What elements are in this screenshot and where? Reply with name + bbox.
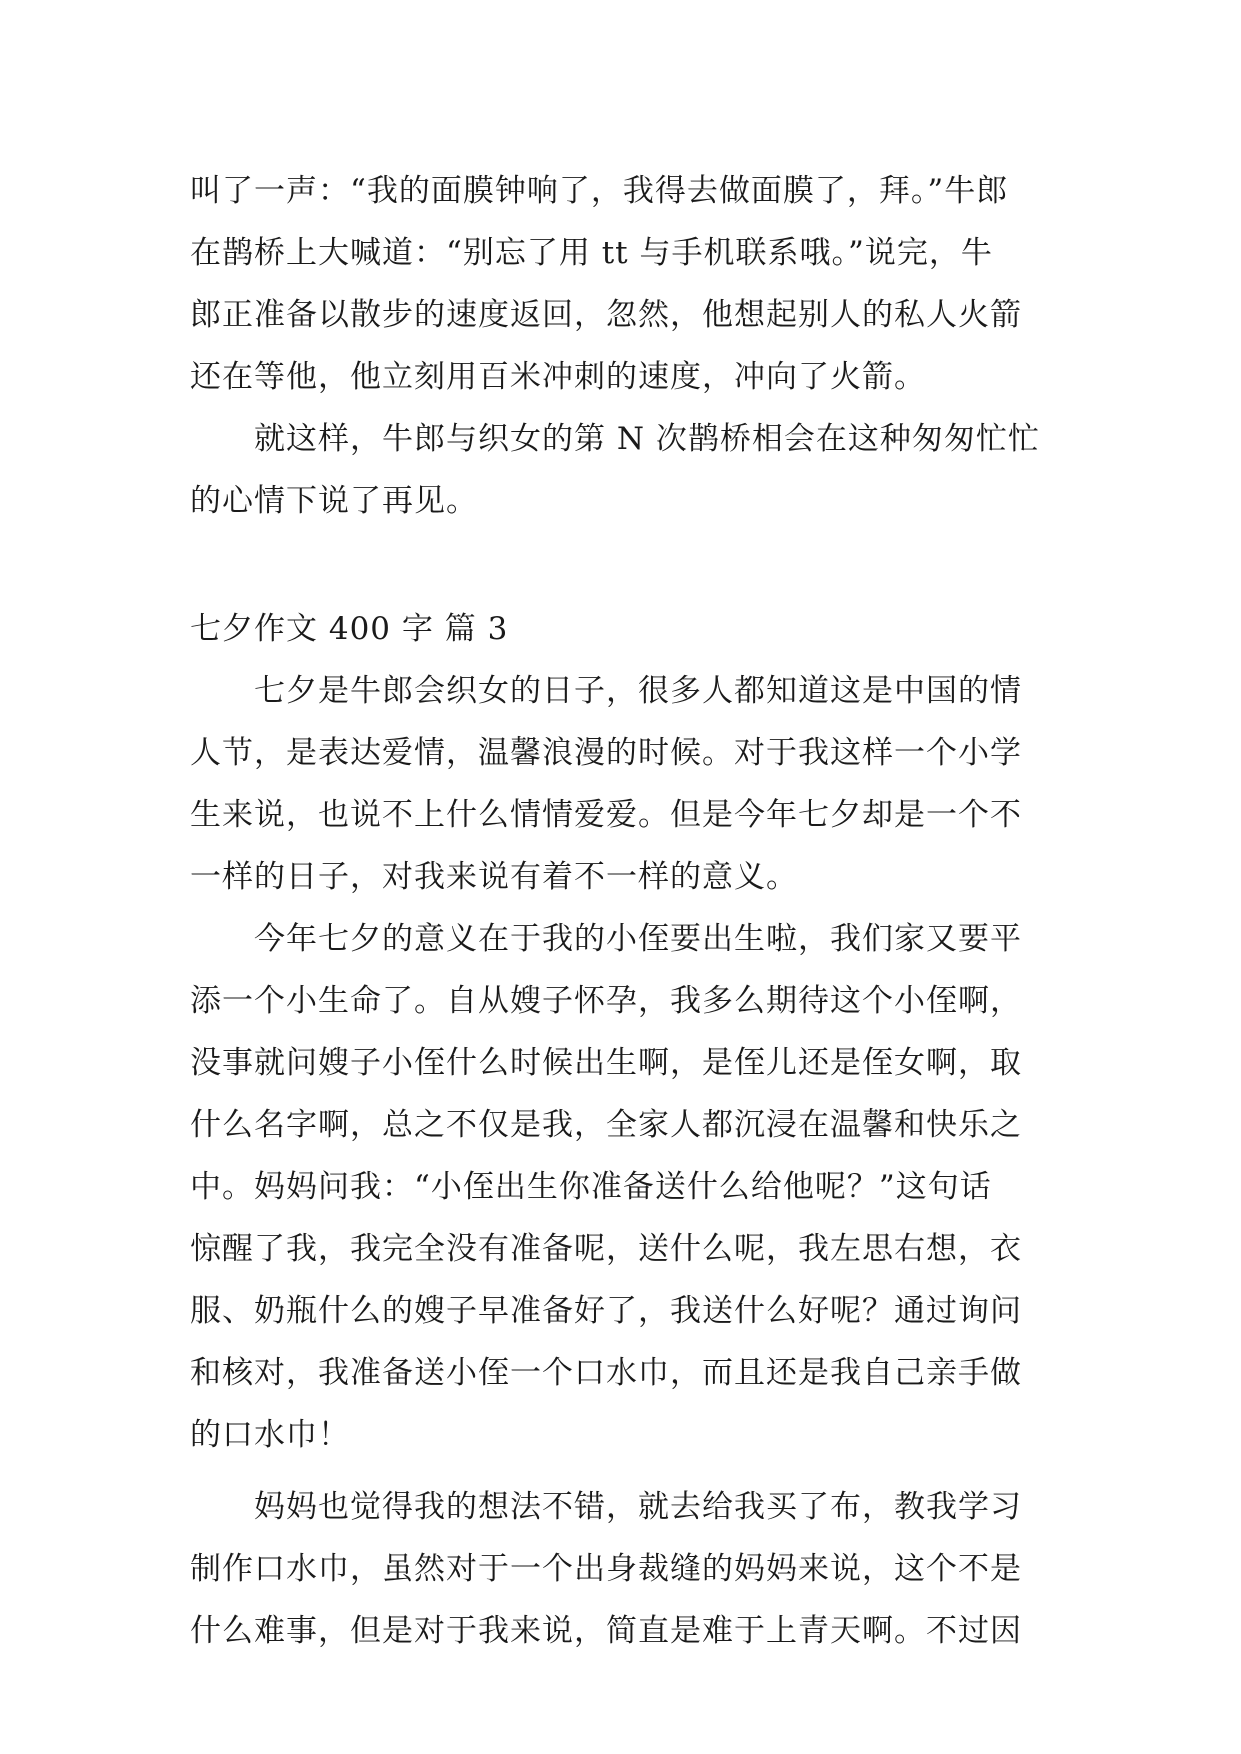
text-line: 的心情下说了再见。	[190, 483, 478, 519]
text-line: 生来说，也说不上什么情情爱爱。但是今年七夕却是一个不	[190, 797, 1022, 833]
text-line: 七夕是牛郎会织女的日子，很多人都知道这是中国的情	[254, 673, 1022, 709]
document-page	[190, 160, 1060, 1662]
text-line: 和核对，我准备送小侄一个口水巾，而且还是我自己亲手做	[190, 1355, 1022, 1391]
text-line: 中。妈妈问我：“小侄出生你准备送什么给他呢？”这句话	[190, 1169, 992, 1205]
text-line: 一样的日子，对我来说有着不一样的意义。	[190, 859, 798, 895]
paragraph	[190, 908, 1060, 1466]
text-line: 的口水巾！	[190, 1417, 350, 1453]
text-line: 妈妈也觉得我的想法不错，就去给我买了布，教我学习	[254, 1489, 1022, 1525]
text-line: 人节，是表达爱情，温馨浪漫的时候。对于我这样一个小学	[190, 735, 1022, 771]
paragraph	[190, 660, 1060, 908]
text-line: 服、奶瓶什么的嫂子早准备好了，我送什么好呢？通过询问	[190, 1293, 1022, 1329]
text-line: 叫了一声：“我的面膜钟响了，我得去做面膜了，拜。”牛郎	[190, 173, 1009, 209]
paragraph	[190, 408, 1060, 532]
section-heading: 七夕作文 400 字 篇 3	[190, 611, 509, 647]
text-line: 惊醒了我，我完全没有准备呢，送什么呢，我左思右想，衣	[190, 1231, 1022, 1267]
text-line: 什么难事，但是对于我来说，简直是难于上青天啊。不过因	[190, 1613, 1022, 1649]
paragraph-spacer	[190, 1466, 1060, 1476]
text-line: 没事就问嫂子小侄什么时候出生啊，是侄儿还是侄女啊，取	[190, 1045, 1022, 1081]
text-line: 在鹊桥上大喊道：“别忘了用 tt 与手机联系哦。”说完，牛	[190, 235, 993, 271]
text-line: 制作口水巾，虽然对于一个出身裁缝的妈妈来说，这个不是	[190, 1551, 1022, 1587]
text-line: 郎正准备以散步的速度返回，忽然，他想起别人的私人火箭	[190, 297, 1022, 333]
paragraph	[190, 160, 1060, 408]
text-line: 就这样，牛郎与织女的第 N 次鹊桥相会在这种匆匆忙忙	[254, 421, 1040, 457]
text-line: 还在等他，他立刻用百米冲刺的速度，冲向了火箭。	[190, 359, 926, 395]
text-line: 今年七夕的意义在于我的小侄要出生啦，我们家又要平	[254, 921, 1022, 957]
paragraph	[190, 1476, 1060, 1662]
text-line: 什么名字啊，总之不仅是我，全家人都沉浸在温馨和快乐之	[190, 1107, 1022, 1143]
section-spacer	[190, 532, 1060, 598]
text-line: 添一个小生命了。自从嫂子怀孕，我多么期待这个小侄啊，	[190, 983, 1022, 1019]
